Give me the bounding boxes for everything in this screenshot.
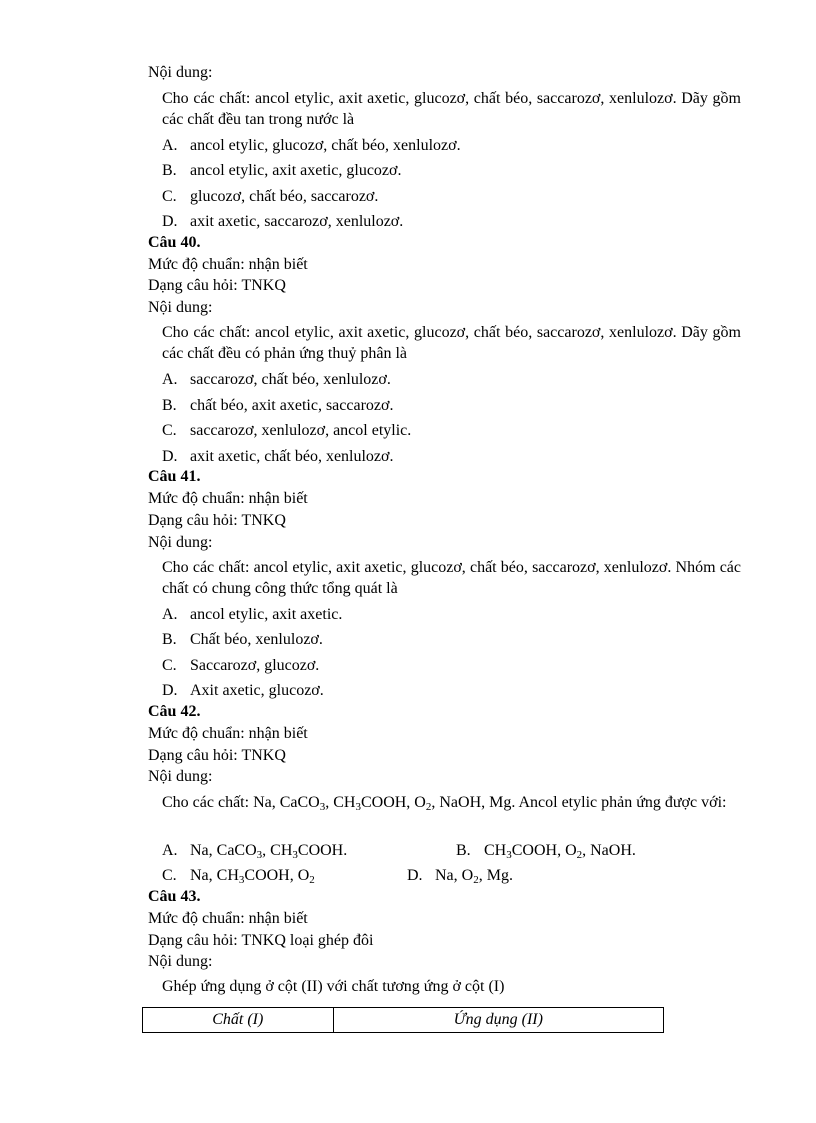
q40-level: Mức độ chuẩn: nhận biết [148,256,308,273]
table-header-row [143,1008,664,1033]
q42-option-a: A. Na, CaCO$_3$, $CH_3COOH$. [162,842,348,861]
option-text: Axit axetic, glucozơ. [190,682,324,699]
q42-option-c: C. Na, $CH_3COOH$, $O_2$ [162,867,315,886]
q40-content-label: Nội dung: [148,299,213,316]
option-label: A. [162,606,178,623]
option-label: B. [162,397,177,414]
option-text: ancol etylic, glucozơ, chất béo, xenlulozơ. [190,137,461,154]
q43-instruction: Ghép ứng dụng ở cột (II) với chất tương ứng ở cột (I) [162,978,505,995]
option-label: D. [162,448,178,465]
option-label: C. [162,867,177,884]
q41-type: Dạng câu hỏi: TNKQ [148,512,286,529]
q43-content-label: Nội dung: [148,953,213,970]
option-text: ancol etylic, axit axetic. [190,606,343,623]
option-text: axit axetic, chất béo, xenlulozơ. [190,448,394,465]
q39-option-d [162,212,403,232]
q42-content-label: Nội dung: [148,768,213,785]
q39-option-c [162,187,378,207]
q43-type: Dạng câu hỏi: TNKQ loại ghép đôi [148,932,374,949]
option-label: C. [162,657,177,674]
q40-option-b [162,396,393,416]
option-label: C. [162,422,177,439]
q39-content-label: Nội dung: [148,64,213,81]
q41-option-d [162,681,324,701]
q40-option-c [162,421,411,441]
q41-content-label: Nội dung: [148,534,213,551]
option-text: Saccarozơ, glucozơ. [190,657,320,674]
option-label: B. [162,631,177,648]
option-label: A. [162,137,178,154]
q39-option-b [162,161,401,181]
q42-level: Mức độ chuẩn: nhận biết [148,725,308,742]
q40-type: Dạng câu hỏi: TNKQ [148,277,286,294]
option-label: C. [162,188,177,205]
q41-title: Câu 41. [148,468,201,485]
q40-title: Câu 40. [148,234,201,251]
q40-stem: Cho các chất: ancol etylic, axit axetic, glucozơ, chất béo, saccarozơ, xenlulozơ. Dãy gồm các chất đều có phản ứng thuỷ phân là [162,324,741,362]
q42-title: Câu 42. [148,703,201,720]
option-label: A. [162,842,178,859]
q41-option-c [162,656,319,676]
option-label: D. [407,867,423,884]
q40-option-a [162,370,391,390]
option-label: B. [456,842,471,859]
column-header-substance: Chất (I) [143,1008,334,1033]
option-text: glucozơ, chất béo, saccarozơ. [190,188,379,205]
matching-table [142,1007,664,1033]
q42-type: Dạng câu hỏi: TNKQ [148,747,286,764]
q43-level: Mức độ chuẩn: nhận biết [148,910,308,927]
q39-stem: Cho các chất: ancol etylic, axit axetic, glucozơ, chất béo, saccarozơ, xenlulozơ. Dãy gồm các chất đều tan trong nước là [162,90,741,128]
option-text: saccarozơ, chất béo, xenlulozơ. [190,371,391,388]
column-header-application: Ứng dụng (II) [333,1008,663,1033]
q41-stem: Cho các chất: ancol etylic, axit axetic, glucozơ, chất béo, saccarozơ, xenlulozơ. Nhóm các chất có chung công thức tổng quát là [162,559,741,597]
q43-title: Câu 43. [148,888,201,905]
q41-option-a [162,605,342,625]
option-text: chất béo, axit axetic, saccarozơ. [190,397,394,414]
option-label: D. [162,682,178,699]
q39-option-a [162,136,461,156]
option-label: B. [162,162,177,179]
option-label: A. [162,371,178,388]
option-text: Chất béo, xenlulozơ. [190,631,323,648]
option-text: ancol etylic, axit axetic, glucozơ. [190,162,402,179]
option-label: D. [162,213,178,230]
q42-stem: Cho các chất: Na, CaCO$_3$, $CH_3COOH$, $O_2$, NaOH, Mg. Ancol etylic phản ứng được với: [162,794,727,813]
q41-level: Mức độ chuẩn: nhận biết [148,490,308,507]
option-text: saccarozơ, xenlulozơ, ancol etylic. [190,422,412,439]
q42-option-b: B. $CH_3COOH$, $O_2$, NaOH. [456,842,636,861]
q40-option-d [162,447,394,467]
q42-option-d: D. Na, $O_2$, Mg. [407,867,513,886]
q41-option-b [162,630,323,650]
option-text: axit axetic, saccarozơ, xenlulozơ. [190,213,404,230]
